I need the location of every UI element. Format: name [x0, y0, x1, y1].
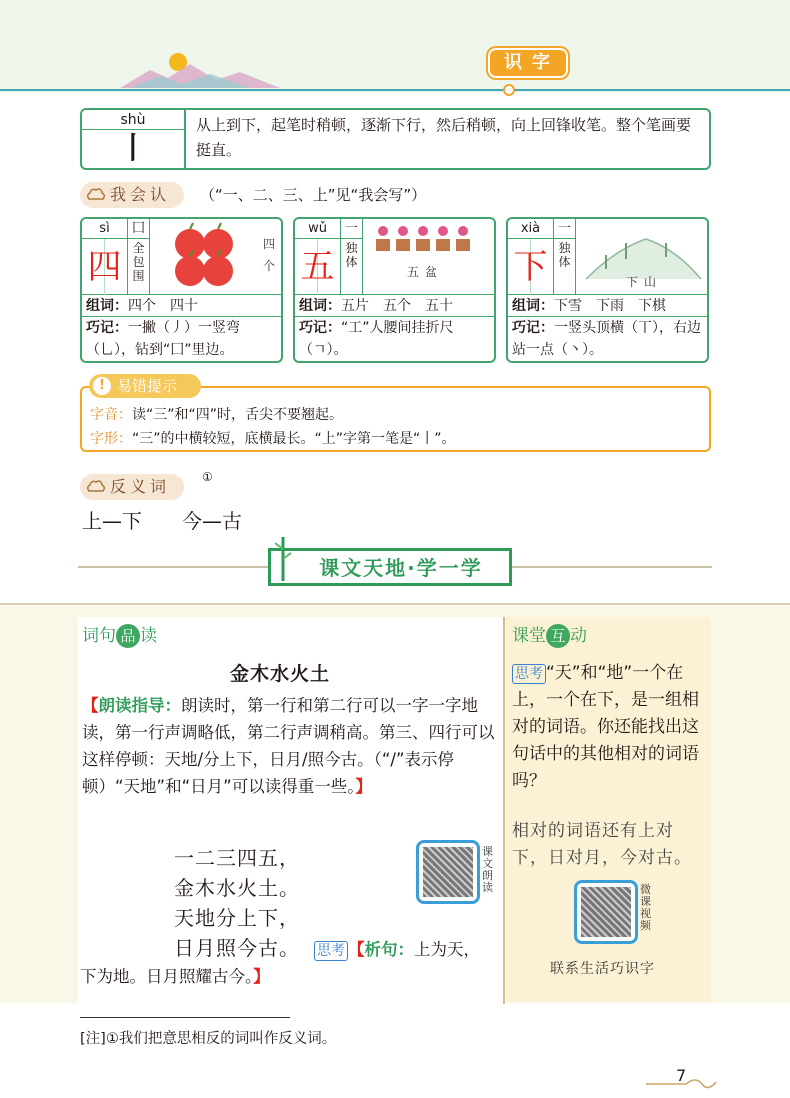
card-structure: 全包围 — [128, 239, 150, 295]
tip-text: “工”人腰间挂折尺（ㄱ）。 — [299, 320, 454, 358]
card-structure: 独体 — [554, 239, 576, 295]
think-badge: 思考 — [512, 664, 546, 684]
analysis-rest-text: 下为地。日月照耀古今。 — [80, 967, 254, 986]
card-picture-caption: 四个 — [263, 237, 282, 273]
card-picture — [576, 219, 709, 295]
shape-text: “三”的中横较短，底横最长。“上”字第一笔是“丨”。 — [132, 431, 456, 447]
tip-text: 一竖头顶横（丅），右边站一点（丶）。 — [512, 320, 701, 358]
error-shape-line — [90, 428, 456, 450]
recognize-note: （“一、二、三、上”见“我会写”） — [200, 186, 427, 204]
banner-rule-left — [78, 566, 268, 568]
panel-divider — [503, 617, 505, 1004]
footnote: [注]①我们把意思相反的词叫作反义词。 — [80, 1031, 337, 1047]
char-card-si — [80, 217, 283, 363]
analysis-start-text: 上为天， — [414, 940, 480, 959]
card-picture-caption: 下山 — [626, 275, 663, 289]
stroke-description: 从上到下，起笔时稍顿，逐渐下行，然后稍顿，向上回锋收笔。整个笔画要挺直。 — [196, 116, 692, 159]
reading-qr-code[interactable] — [416, 840, 480, 904]
classroom-question — [512, 660, 706, 795]
sound-label: 字音： — [90, 407, 132, 423]
reading-guide — [82, 692, 496, 800]
qr-pattern-icon — [423, 847, 473, 897]
header-band — [0, 0, 790, 92]
card-top — [295, 219, 494, 295]
think-badge: 思考 — [314, 941, 348, 961]
reading-heading-start: 词句 — [82, 626, 116, 646]
card-tip — [508, 317, 707, 361]
classroom-qr-code[interactable] — [574, 880, 638, 944]
reading-heading-circle: 品 — [116, 624, 140, 648]
classroom-heading — [512, 624, 587, 648]
cloud-icon — [86, 187, 106, 203]
classroom-heading-circle: 互 — [546, 624, 570, 648]
error-tips-label: 易错提示 — [117, 377, 178, 395]
card-radical: 一 — [341, 219, 363, 239]
tip-label: 巧记： — [86, 320, 128, 336]
qr-pattern-icon — [581, 887, 631, 937]
recognize-tag-label: 我会认 — [110, 185, 171, 204]
error-tips-tag — [89, 374, 201, 398]
char-card-wu — [293, 217, 496, 363]
card-tip — [295, 317, 494, 361]
words-text: 五片 五个 五十 — [341, 298, 453, 314]
words-label: 组词： — [512, 298, 554, 314]
classroom-question-text: “天”和“地”一个在上，一个在下，是一组相对的词语。你还能找出这句话中的其他相对的词语吗？ — [512, 663, 699, 791]
card-glyph: 下 — [508, 239, 554, 295]
card-words — [295, 295, 494, 317]
stroke-pinyin: shù — [82, 110, 184, 130]
reading-heading — [82, 624, 157, 648]
analysis-bracket-open: 【 — [348, 940, 365, 959]
card-radical: 囗 — [128, 219, 150, 239]
stroke-glyph: 丨 — [118, 131, 148, 166]
classroom-heading-start: 课堂 — [512, 626, 546, 646]
classroom-caption: 联系生活巧识字 — [550, 961, 655, 977]
recognize-tag — [80, 182, 184, 208]
antonym-tag — [80, 474, 184, 500]
card-pinyin: xià — [508, 219, 554, 239]
card-words — [82, 295, 281, 317]
cloud-icon — [86, 479, 106, 495]
card-picture — [150, 219, 283, 295]
bamboo-icon — [273, 537, 293, 581]
warning-icon: ! — [93, 377, 111, 395]
footnote-rule — [80, 1017, 290, 1018]
card-picture-caption: 五盆 — [407, 265, 444, 279]
analysis-start — [314, 938, 480, 962]
card-structure: 独体 — [341, 239, 363, 295]
tip-label: 巧记： — [299, 320, 341, 336]
header-divider — [0, 89, 790, 91]
antonym-tag-label: 反义词 — [110, 477, 171, 496]
guide-bracket-open: 【 — [82, 696, 99, 715]
char-card-xia — [506, 217, 709, 363]
guide-label: 朗读指导： — [98, 696, 181, 715]
poem-line: 一二三四五， — [174, 846, 300, 870]
classroom-answer: 相对的词语还有上对下，日对月，今对古。 — [512, 821, 692, 868]
guide-text: 朗读时，第一行和第二行可以一字一字地读，第一行声调略低，第二行声调稍高。第三、四行可以这样停顿：天地/分上下，日月/照今古。（“/”表示停顿）“天地”和“日月”可以读得重一些。 — [82, 696, 495, 796]
stroke-box — [80, 108, 711, 170]
banner-title: 课文天地·学一学 — [295, 554, 507, 582]
antonym-note-marker: ① — [202, 470, 213, 484]
guide-bracket-close: 】 — [355, 777, 372, 796]
analysis-bracket-close: 】 — [253, 967, 270, 986]
words-text: 四个 四十 — [128, 298, 198, 314]
card-tip — [82, 317, 281, 361]
mountain-sun-icon — [120, 48, 280, 90]
panel-top-rule — [0, 603, 790, 605]
antonym-pairs: 上—下 今—古 — [82, 509, 242, 533]
words-text: 下雪 下雨 下棋 — [554, 298, 666, 314]
card-pinyin: wǔ — [295, 219, 341, 239]
flower-pots-icon — [363, 219, 496, 295]
analysis-end — [80, 963, 270, 990]
card-radical: 一 — [554, 219, 576, 239]
tip-text: 一撇（丿）一竖弯（乚），钻到“囗”里边。 — [86, 320, 240, 358]
card-words — [508, 295, 707, 317]
words-label: 组词： — [299, 298, 341, 314]
section-banner — [268, 548, 512, 586]
poem-line: 日月照今古。 — [174, 936, 300, 960]
stroke-cell — [82, 110, 186, 168]
card-picture — [363, 219, 496, 295]
card-top — [508, 219, 707, 295]
card-pinyin: sì — [82, 219, 128, 239]
banner-rule-right — [512, 566, 712, 568]
reading-qr-label: 课文朗读 — [482, 845, 493, 894]
classroom-qr-label: 微课视频 — [640, 883, 651, 932]
tip-label: 巧记： — [512, 320, 554, 336]
poem-line: 金木水火土。 — [174, 876, 300, 900]
title-dot — [503, 84, 515, 96]
card-top — [82, 219, 281, 295]
error-sound-line — [90, 404, 343, 426]
card-glyph: 四 — [82, 239, 128, 295]
sound-text: 读“三”和“四”时，舌尖不要翘起。 — [132, 407, 344, 423]
poem-title: 金木水火土 — [230, 663, 331, 685]
analysis-label: 析句： — [364, 940, 414, 959]
card-glyph: 五 — [295, 239, 341, 295]
reading-heading-end: 读 — [140, 626, 157, 646]
poem-line: 天地分上下， — [174, 906, 300, 930]
page-title: 识字 — [488, 48, 568, 78]
page-number: 7 — [676, 1066, 687, 1085]
words-label: 组词： — [86, 298, 128, 314]
shape-label: 字形： — [90, 431, 132, 447]
classroom-heading-end: 动 — [570, 626, 587, 646]
